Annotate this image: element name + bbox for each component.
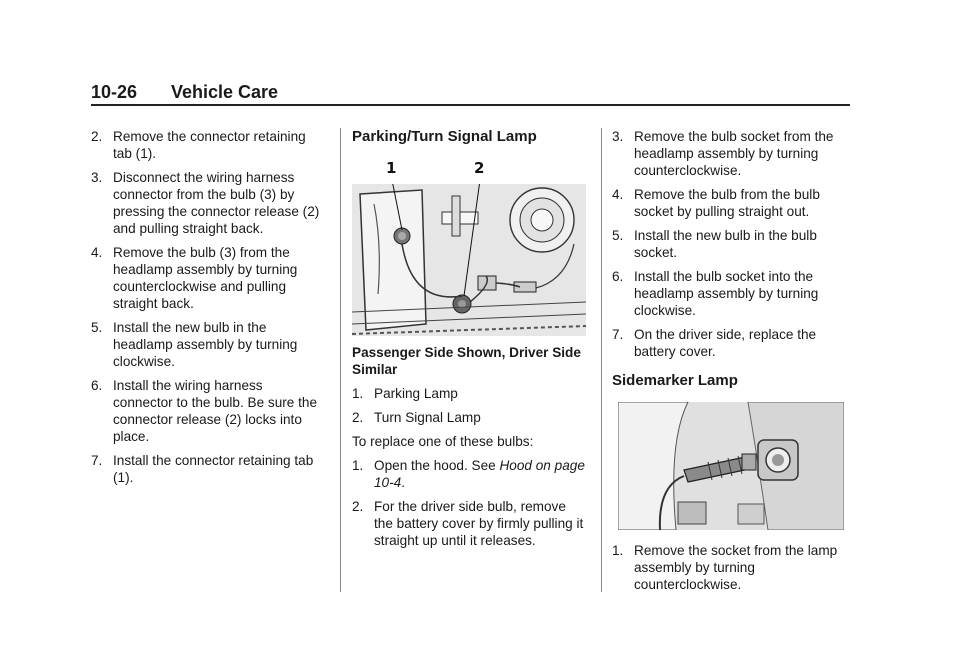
legend-number: 2. — [352, 410, 364, 425]
headlamp-steps-list — [91, 128, 321, 486]
column-divider — [340, 128, 341, 592]
figure-legend — [352, 385, 588, 426]
step-number: 2. — [352, 499, 364, 514]
step-text: Install the new bulb in the headlamp assembly by turning clockwise. — [113, 320, 298, 369]
parking-lamp-steps-list — [352, 457, 588, 549]
column-2 — [352, 128, 588, 556]
step-item — [612, 128, 848, 179]
step-item — [91, 452, 321, 486]
step-item — [91, 377, 321, 445]
callout-1: 1 — [386, 159, 397, 177]
step-number: 7. — [612, 327, 624, 342]
legend-item — [352, 385, 588, 402]
legend-number: 1. — [352, 386, 364, 401]
step-number: 4. — [91, 245, 103, 260]
lamp-assembly-image — [352, 184, 586, 336]
parking-lamp-illustration — [352, 158, 586, 336]
step-text: Remove the socket from the lamp assembly by turning counterclockwise. — [634, 543, 838, 592]
sidemarker-steps-list — [612, 542, 848, 593]
step-number: 1. — [352, 458, 364, 473]
page-number: 10-26 — [91, 82, 138, 102]
step-item — [612, 186, 848, 220]
section-title: Vehicle Care — [171, 82, 279, 102]
step-number: 2. — [91, 129, 103, 144]
step-item — [612, 227, 848, 261]
step-text: Remove the bulb (3) from the headlamp assembly by turning counterclockwise and pulling straight back. — [113, 245, 298, 311]
step-text: Install the new bulb in the bulb socket. — [634, 228, 817, 260]
step-text: Disconnect the wiring harness connector from the bulb (3) by pressing the connector release (2) and pulling straight back. — [113, 170, 320, 236]
step-number: 3. — [612, 129, 624, 144]
step-number: 3. — [91, 170, 103, 185]
step-text: For the driver side bulb, remove the battery cover by firmly pulling it straight up until it releases. — [374, 499, 584, 548]
parking-lamp-steps-continued — [612, 128, 848, 360]
sidemarker-lamp-image — [618, 402, 844, 530]
step-number: 6. — [612, 269, 624, 284]
step-number: 7. — [91, 453, 103, 468]
step-text: On the driver side, replace the battery cover. — [634, 327, 817, 359]
step-item — [612, 326, 848, 360]
step-number: 5. — [91, 320, 103, 335]
hood-page-reference-link[interactable]: Hood on page 10-4 — [374, 458, 585, 490]
legend-text: Parking Lamp — [374, 386, 458, 401]
intro-text: To replace one of these bulbs: — [352, 434, 534, 449]
step-item — [91, 244, 321, 312]
callout-2: 2 — [474, 159, 485, 177]
step-text: Remove the bulb from the bulb socket by pulling straight out. — [634, 187, 820, 219]
step-item — [91, 128, 321, 162]
step-number: 4. — [612, 187, 624, 202]
parking-turn-signal-heading: Parking/Turn Signal Lamp — [352, 128, 537, 145]
step-item — [352, 498, 588, 549]
step-number: 6. — [91, 378, 103, 393]
step-text: Install the wiring harness connector to the bulb. Be sure the connector release (2) locks into place. — [113, 378, 318, 444]
step-item — [612, 542, 848, 593]
step-text: . — [401, 475, 405, 490]
step-item — [352, 457, 588, 491]
figure-caption: Passenger Side Shown, Driver Side Similar — [352, 345, 581, 377]
step-number: 5. — [612, 228, 624, 243]
legend-text: Turn Signal Lamp — [374, 410, 481, 425]
step-text: Remove the bulb socket from the headlamp assembly by turning counterclockwise. — [634, 129, 834, 178]
step-text: Install the bulb socket into the headlamp assembly by turning clockwise. — [634, 269, 819, 318]
step-number: 1. — [612, 543, 624, 558]
step-text: Install the connector retaining tab (1). — [113, 453, 314, 485]
step-item — [91, 169, 321, 237]
column-divider — [601, 128, 602, 592]
column-1 — [91, 128, 321, 493]
step-text: Remove the connector retaining tab (1). — [113, 129, 306, 161]
page-header — [91, 82, 850, 106]
step-item — [91, 319, 321, 370]
column-3 — [612, 128, 848, 600]
legend-item — [352, 409, 588, 426]
step-item — [612, 268, 848, 319]
step-text: Open the hood. See — [374, 458, 500, 473]
sidemarker-lamp-heading: Sidemarker Lamp — [612, 372, 738, 389]
